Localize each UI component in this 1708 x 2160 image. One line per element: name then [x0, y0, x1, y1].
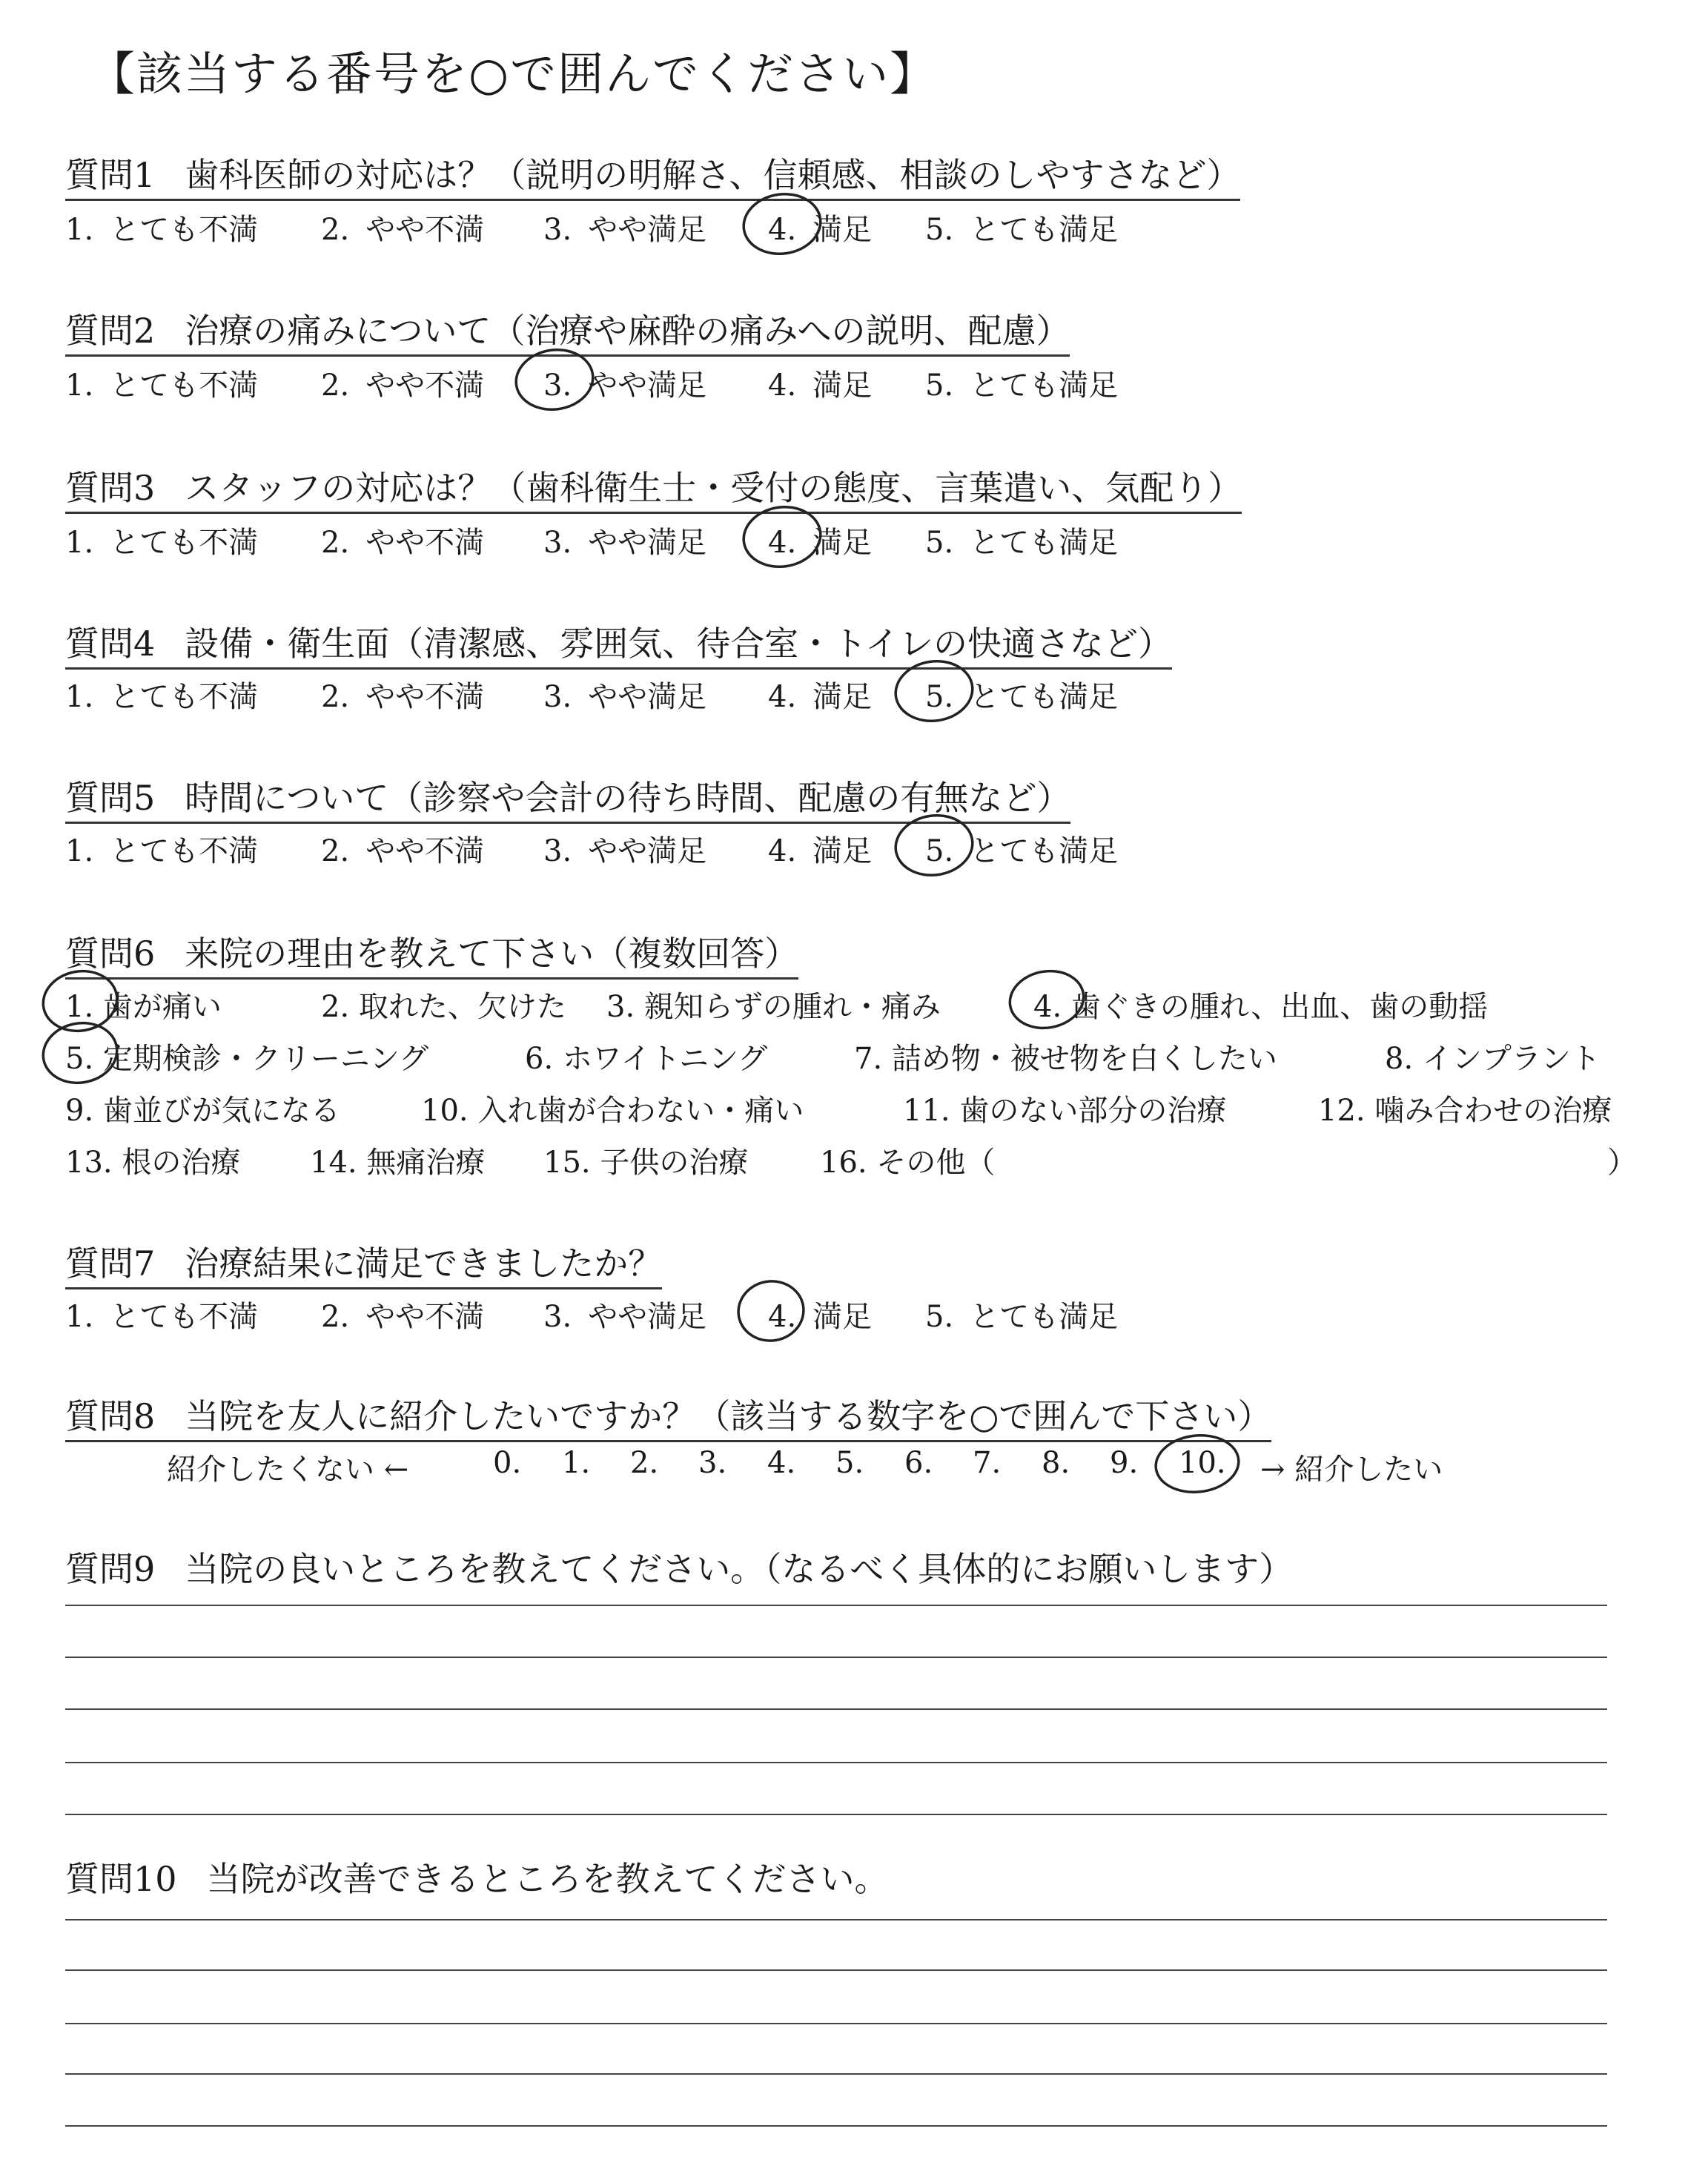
q1-option-2[interactable]: 2. やや不満 — [321, 213, 485, 247]
question-3-heading — [65, 461, 1242, 514]
question-8-number: 質問8 — [65, 1396, 156, 1436]
question-10-number: 質問10 — [65, 1859, 177, 1899]
q6-option-16[interactable]: 16. その他（ — [820, 1146, 996, 1180]
q6-option-12[interactable]: 12. 噛み合わせの治療 — [1318, 1094, 1612, 1128]
question-8-heading — [65, 1390, 1271, 1442]
question-1-number: 質問1 — [65, 155, 156, 195]
question-3-number: 質問3 — [65, 468, 156, 508]
q9-answer-line[interactable] — [65, 1762, 1607, 1763]
question-10-heading — [65, 1852, 889, 1903]
question-2-number: 質問2 — [65, 311, 156, 351]
q9-answer-line[interactable] — [65, 1657, 1607, 1658]
question-8-text: 当院を友人に紹介したいですか？（該当する数字を○で囲んで下さい） — [185, 1396, 1272, 1436]
question-1-heading — [65, 148, 1240, 201]
q1-option-5[interactable]: 5. とても満足 — [925, 213, 1119, 247]
q6-option-15[interactable]: 15. 子供の治療 — [543, 1146, 749, 1180]
question-9-number: 質問9 — [65, 1549, 156, 1589]
q8-low-label: 紹介したくない ← — [167, 1453, 409, 1487]
q6-option-13[interactable]: 13. 根の治療 — [65, 1146, 241, 1180]
q9-answer-line[interactable] — [65, 1814, 1607, 1815]
q3-option-4[interactable]: 4. 満足 — [768, 526, 873, 560]
question-9-text: 当院の良いところを教えてください。（なるべく具体的にお願いします） — [185, 1549, 1294, 1589]
question-6-heading — [65, 927, 798, 980]
q9-answer-line[interactable] — [65, 1708, 1607, 1710]
q6-option-2[interactable]: 2. 取れた、欠けた — [321, 990, 566, 1024]
q8-option-0[interactable]: 0. — [493, 1446, 522, 1480]
q2-option-4[interactable]: 4. 満足 — [768, 369, 873, 403]
question-2-heading — [65, 304, 1070, 357]
q2-option-3[interactable]: 3. やや満足 — [543, 369, 707, 403]
q7-option-2[interactable]: 2. やや不満 — [321, 1300, 485, 1334]
question-3-text: スタッフの対応は？（歯科衛生士・受付の態度、言葉遣い、気配り） — [185, 468, 1242, 508]
q6-option-7[interactable]: 7. 詰め物・被せ物を白くしたい — [854, 1042, 1277, 1076]
q10-answer-line[interactable] — [65, 1919, 1607, 1920]
q6-option-1[interactable]: 1. 歯が痛い — [65, 990, 222, 1024]
question-5-heading — [65, 771, 1070, 824]
q3-option-5[interactable]: 5. とても満足 — [925, 526, 1119, 560]
q8-option-1[interactable]: 1. — [562, 1446, 591, 1480]
q8-option-9[interactable]: 9. — [1110, 1446, 1139, 1480]
question-1-text: 歯科医師の対応は？（説明の明解さ、信頼感、相談のしやすさなど） — [185, 155, 1241, 195]
q5-option-4[interactable]: 4. 満足 — [768, 834, 873, 868]
q6-option-3[interactable]: 3. 親知らずの腫れ・痛み — [606, 990, 941, 1024]
q8-option-6[interactable]: 6. — [904, 1446, 933, 1480]
q3-option-3[interactable]: 3. やや満足 — [543, 526, 707, 560]
question-4-text: 設備・衛生面（清潔感、雰囲気、待合室・トイレの快適さなど） — [185, 624, 1172, 664]
question-2-text: 治療の痛みについて（治療や麻酔の痛みへの説明、配慮） — [185, 311, 1070, 351]
q4-option-1[interactable]: 1. とても不満 — [65, 680, 259, 714]
question-6-text: 来院の理由を教えて下さい（複数回答） — [185, 934, 799, 974]
q9-answer-line[interactable] — [65, 1605, 1607, 1606]
q2-option-5[interactable]: 5. とても満足 — [925, 369, 1119, 403]
q7-option-5[interactable]: 5. とても満足 — [925, 1300, 1119, 1334]
q5-option-1[interactable]: 1. とても不満 — [65, 834, 259, 868]
q6-option-11[interactable]: 11. 歯のない部分の治療 — [903, 1094, 1227, 1128]
question-4-heading — [65, 617, 1172, 670]
q6-option-14[interactable]: 14. 無痛治療 — [310, 1146, 486, 1180]
question-6-number: 質問6 — [65, 934, 156, 974]
q6-option-6[interactable]: 6. ホワイトニング — [525, 1042, 768, 1076]
q7-option-1[interactable]: 1. とても不満 — [65, 1300, 259, 1334]
q6-option-8[interactable]: 8. インプラント — [1385, 1042, 1601, 1076]
q10-answer-line[interactable] — [65, 1969, 1607, 1971]
q8-option-2[interactable]: 2. — [630, 1446, 659, 1480]
q6-other-close-paren: ） — [1607, 1146, 1637, 1180]
q1-option-1[interactable]: 1. とても不満 — [65, 213, 259, 247]
q8-option-8[interactable]: 8. — [1042, 1446, 1070, 1480]
q8-option-3[interactable]: 3. — [698, 1446, 727, 1480]
question-10-text: 当院が改善できるところを教えてください。 — [206, 1859, 889, 1899]
q4-option-4[interactable]: 4. 満足 — [768, 680, 873, 714]
q10-answer-line[interactable] — [65, 2023, 1607, 2024]
q1-option-4[interactable]: 4. 満足 — [768, 213, 873, 247]
question-7-number: 質問7 — [65, 1244, 156, 1284]
q7-option-4[interactable]: 4. 満足 — [768, 1300, 873, 1334]
page-title: 【該当する番号を○で囲んでください】 — [89, 47, 938, 101]
q8-option-7[interactable]: 7. — [973, 1446, 1002, 1480]
q2-option-1[interactable]: 1. とても不満 — [65, 369, 259, 403]
question-7-heading — [65, 1237, 662, 1289]
q8-high-label: → 紹介したい — [1260, 1453, 1443, 1487]
question-4-number: 質問4 — [65, 624, 156, 664]
question-9-heading — [65, 1542, 1293, 1593]
q1-option-3[interactable]: 3. やや満足 — [543, 213, 707, 247]
q4-option-5[interactable]: 5. とても満足 — [925, 680, 1119, 714]
q8-option-5[interactable]: 5. — [835, 1446, 864, 1480]
q5-option-3[interactable]: 3. やや満足 — [543, 834, 707, 868]
q3-option-1[interactable]: 1. とても不満 — [65, 526, 259, 560]
q8-option-4[interactable]: 4. — [767, 1446, 796, 1480]
q10-answer-line[interactable] — [65, 2073, 1607, 2075]
question-5-text: 時間について（診察や会計の待ち時間、配慮の有無など） — [185, 778, 1071, 818]
q7-option-3[interactable]: 3. やや満足 — [543, 1300, 707, 1334]
q5-option-5[interactable]: 5. とても満足 — [925, 834, 1119, 868]
q3-option-2[interactable]: 2. やや不満 — [321, 526, 485, 560]
q6-option-9[interactable]: 9. 歯並びが気になる — [65, 1094, 340, 1128]
q4-option-3[interactable]: 3. やや満足 — [543, 680, 707, 714]
q10-answer-line[interactable] — [65, 2125, 1607, 2127]
question-5-number: 質問5 — [65, 778, 156, 818]
q8-option-10[interactable]: 10. — [1179, 1446, 1226, 1480]
q6-option-5[interactable]: 5. 定期検診・クリーニング — [65, 1042, 429, 1076]
q2-option-2[interactable]: 2. やや不満 — [321, 369, 485, 403]
question-7-text: 治療結果に満足できましたか？ — [185, 1244, 663, 1284]
q6-option-10[interactable]: 10. 入れ歯が合わない・痛い — [421, 1094, 804, 1128]
q5-option-2[interactable]: 2. やや不満 — [321, 834, 485, 868]
q6-option-4[interactable]: 4. 歯ぐきの腫れ、出血、歯の動揺 — [1033, 990, 1489, 1024]
q4-option-2[interactable]: 2. やや不満 — [321, 680, 485, 714]
